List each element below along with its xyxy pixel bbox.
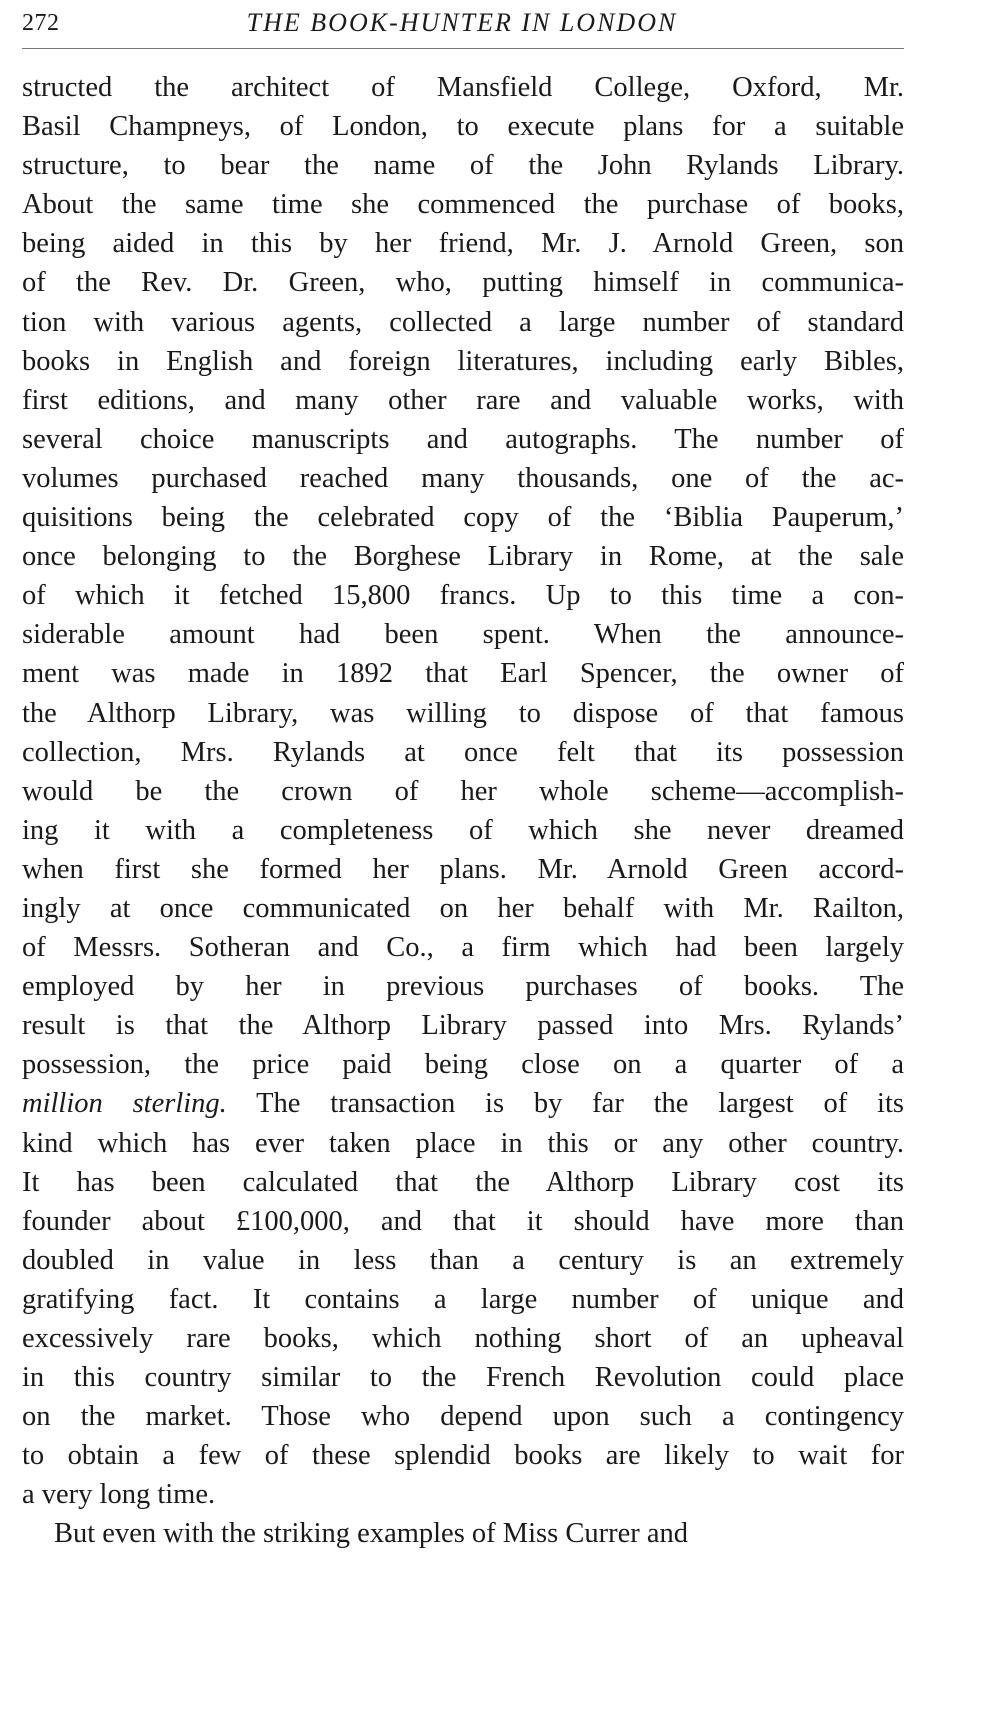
text-line: in this country similar to the French Revolution could place bbox=[22, 1362, 904, 1394]
line-remainder: The transaction is by far the largest of its bbox=[226, 1088, 904, 1120]
text-line: structed the architect of Mansfield College, Oxford, Mr. bbox=[22, 72, 904, 103]
italic-phrase: million sterling. bbox=[22, 1088, 227, 1120]
text-line: books in English and foreign literatures, including early Bibles, bbox=[22, 345, 904, 377]
text-line: siderable amount had been spent. When the announce- bbox=[22, 619, 904, 651]
text-line: Basil Champneys, of London, to execute plans for a suitable bbox=[22, 111, 904, 143]
text-line: ing it with a completeness of which she never dreamed bbox=[22, 814, 904, 846]
text-line: the Althorp Library, was willing to dispose of that famous bbox=[22, 697, 904, 729]
body-text bbox=[22, 68, 904, 1554]
text-line: About the same time she commenced the purchase of books, bbox=[22, 189, 904, 221]
text-line: a very long time. bbox=[22, 1479, 216, 1511]
text-line: collection, Mrs. Rylands at once felt that its possession bbox=[22, 736, 904, 768]
text-line: doubled in value in less than a century is an extremely bbox=[22, 1244, 904, 1276]
text-line: volumes purchased reached many thousands, one of the ac- bbox=[22, 462, 904, 494]
header-rule bbox=[22, 48, 904, 49]
page-number: 272 bbox=[22, 10, 60, 36]
text-line: of which it fetched 15,800 francs. Up to this time a con- bbox=[22, 580, 904, 612]
text-line: quisitions being the celebrated copy of the ‘Biblia Pauperum,’ bbox=[22, 502, 904, 534]
text-line: ment was made in 1892 that Earl Spencer, the owner of bbox=[22, 658, 904, 690]
text-line: on the market. Those who depend upon such a contingency bbox=[22, 1401, 904, 1433]
text-line: employed by her in previous purchases of books. The bbox=[22, 971, 904, 1003]
text-line: result is that the Althorp Library passed into Mrs. Rylands’ bbox=[22, 1010, 904, 1042]
text-line: once belonging to the Borghese Library in Rome, at the sale bbox=[22, 541, 904, 573]
text-line: kind which has ever taken place in this or any other country. bbox=[22, 1127, 904, 1159]
running-title: THE BOOK-HUNTER IN LONDON bbox=[246, 8, 678, 37]
text-line: being aided in this by her friend, Mr. J. Arnold Green, son bbox=[22, 228, 904, 260]
text-line: would be the crown of her whole scheme—accomplish- bbox=[22, 775, 904, 807]
text-line: But even with the striking examples of Miss Currer and bbox=[54, 1518, 689, 1550]
text-line: tion with various agents, collected a large number of standard bbox=[22, 306, 904, 338]
text-line: when first she formed her plans. Mr. Arnold Green accord- bbox=[22, 853, 904, 885]
text-line: possession, the price paid being close on a quarter of a bbox=[22, 1049, 904, 1081]
text-line: excessively rare books, which nothing short of an upheaval bbox=[22, 1323, 904, 1354]
text-line bbox=[22, 1084, 904, 1123]
text-line: of Messrs. Sotheran and Co., a firm which had been largely bbox=[22, 932, 904, 964]
running-head bbox=[22, 6, 902, 46]
text-line: several choice manuscripts and autographs. The number of bbox=[22, 423, 904, 455]
text-line: It has been calculated that the Althorp Library cost its bbox=[22, 1166, 904, 1198]
text-line: ingly at once communicated on her behalf with Mr. Railton, bbox=[22, 892, 904, 924]
text-line: of the Rev. Dr. Green, who, putting himself in communica- bbox=[22, 267, 904, 299]
text-line: first editions, and many other rare and valuable works, with bbox=[22, 384, 904, 416]
text-line: structure, to bear the name of the John Rylands Library. bbox=[22, 150, 904, 182]
text-line: founder about £100,000, and that it should have more than bbox=[22, 1205, 904, 1237]
text-line: to obtain a few of these splendid books are likely to wait for bbox=[22, 1440, 904, 1472]
text-line: gratifying fact. It contains a large number of unique and bbox=[22, 1283, 904, 1315]
